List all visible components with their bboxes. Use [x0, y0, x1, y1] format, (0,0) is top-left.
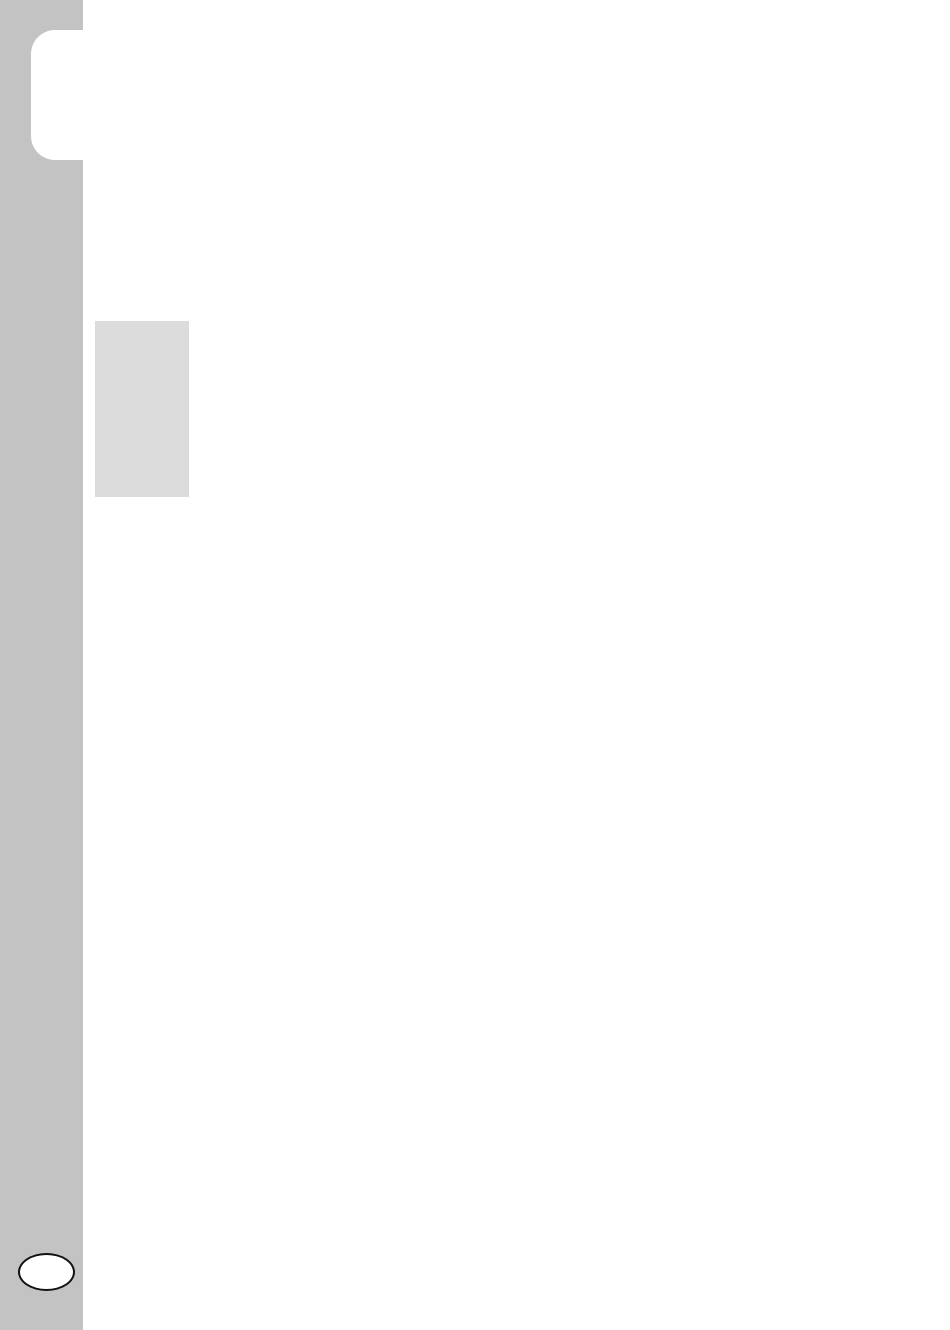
- section-tab: [31, 30, 85, 160]
- page-number-oval: [18, 1253, 75, 1291]
- group-label-cell: [95, 321, 189, 497]
- sidebar: [0, 0, 83, 1330]
